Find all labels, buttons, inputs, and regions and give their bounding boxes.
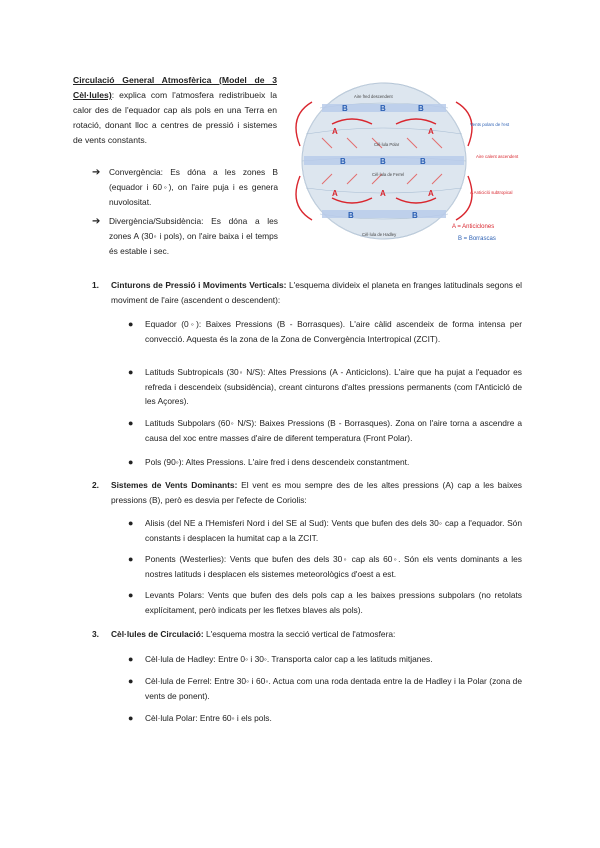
section-3 [92,627,522,642]
bullet-icon: ● [128,554,134,564]
arrow-item-divergence [92,214,278,259]
bullet-equator [128,317,522,346]
right-arrow-icon: ➔ [92,216,101,227]
arrow-item-label: Divergència/Subsidència: Es dóna a les zones A (30◦ i pols), on l'aire baixa i el temps és estable i sec. [109,216,278,256]
bullet-text: Equador (0◦): Baixes Pressions (B - Borrasques). L'aire càlid ascendeix de forma intensa per convecció. Aquesta és la zona de la Zona de Convergència Intertropical (ZCIT). [145,319,522,344]
diagram-label: Cèl·lula de Ferrel [372,172,405,177]
legend-anticyclones: A = Anticiclones [452,224,495,230]
bullet-text: Pols (90◦): Altes Pressions. L'aire fred i dens descendeix constantment. [145,457,410,467]
diagram-legend [452,224,496,242]
bullet-icon: ● [128,590,134,600]
section-heading: Cinturons de Pressió i Moviments Verticals: [111,280,287,290]
section-2 [92,478,522,507]
diagram-label: Vents polars de l'est [470,122,510,127]
low-pressure-label: B [420,157,426,166]
low-pressure-label: B [348,211,354,220]
bullet-icon: ● [128,418,134,428]
diagram-label: Aire fred descendent [354,94,393,99]
low-pressure-label: B [342,104,348,113]
circulation-diagram-svg [292,76,525,246]
legend-borrascas: B = Borrascas [458,236,496,242]
diagram-label: Aire calent ascendent [476,154,519,159]
high-pressure-label: A [380,189,386,198]
section-number: 3. [92,629,99,639]
section-text: L'esquema mostra la secció vertical de l'atmosfera: [203,629,396,639]
high-pressure-label: A [332,127,338,136]
bullet-icon: ● [128,713,134,723]
bullet-icon: ● [128,654,134,664]
high-pressure-label: A [332,189,338,198]
bullet-icon: ● [128,518,134,528]
bullet-text: Cèl·lula de Hadley: Entre 0◦ i 30◦. Transporta calor cap a les latituds mitjanes. [145,654,433,664]
arrow-item-convergence [92,165,278,210]
bullet-text: Cèl·lula Polar: Entre 60◦ i els pols. [145,713,272,723]
bullet-subpolar [128,416,522,445]
circulation-diagram [292,76,525,246]
low-pressure-label: B [412,211,418,220]
intro-text: : explica com l'atmosfera redistribueix la calor des de l'equador cap als pols en una Terra en rotació, donant lloc a centres de pressió i sistemes de vents constants. [73,90,277,145]
bullet-text: Ponents (Westerlies): Vents que bufen des dels 30◦ cap als 60◦. Són els vents dominants a les nostres latituds i desplacen els sistemes meteorològics d'oest a est. [145,554,522,579]
bullet-text: Cèl·lula de Ferrel: Entre 30◦ i 60◦. Actua com una roda dentada entre la de Hadley i la Polar (zona de vents de ponent). [145,676,522,701]
section-heading: Sistemes de Vents Dominants: [111,480,238,490]
intro-title: Circulació General Atmosfèrica (Model de 3 Cèl·lules) [73,75,277,100]
diagram-label: Cèl·lula Polar [374,142,400,147]
bullet-hadley [128,652,522,667]
right-arrow-icon: ➔ [92,167,101,178]
intro-paragraph [73,73,277,148]
bullet-text: Levants Polars: Vents que bufen des dels pols cap a les baixes pressions subpolars (no retolats explícitament, però indicats per les fletxes blaves als pols). [145,590,522,615]
section-heading: Cèl·lules de Circulació: [111,629,204,639]
bullet-text: Alisis (del NE a l'Hemisferi Nord i del SE al Sud): Vents que bufen des dels 30◦ cap a l'equador. Són constants i desplacen la humitat cap a la ZCIT. [145,518,522,543]
bullet-poles [128,455,522,470]
diagram-label: A Anticicló subtropical [470,190,513,195]
bullet-icon: ● [128,457,134,467]
bullet-subtropical [128,365,522,409]
low-pressure-label: B [380,104,386,113]
diagram-side-labels [470,122,519,195]
bullet-ponents [128,552,522,581]
section-1 [92,278,522,307]
bullet-levants [128,588,522,617]
section-number: 2. [92,480,99,490]
bullet-icon: ● [128,319,134,329]
bullet-text: Latituds Subtropicals (30◦ N/S): Altes Pressions (A - Anticiclons). L'aire que ha pujat a l'equador es refreda i descendeix (subsidència), creant cinturons d'altes pressions permanents (com l'Anticicló de les Açores). [145,367,522,407]
low-pressure-label: B [418,104,424,113]
section-text: El vent es mou sempre des de les altes pressions (A) cap a les baixes pressions (B), però es desvia per l'efecte de Coriolis: [111,480,522,505]
section-number: 1. [92,280,99,290]
arrow-item-label: Convergència: Es dóna a les zones B (equador i 60◦), on l'aire puja i es genera nuvolositat. [109,167,278,207]
high-pressure-label: A [428,189,434,198]
bullet-icon: ● [128,367,134,377]
low-pressure-band-south [322,210,446,218]
bullet-icon: ● [128,676,134,686]
bullet-alisis [128,516,522,545]
bullet-text: Latituds Subpolars (60◦ N/S): Baixes Pressions (B - Borrasques). Zona on l'aire torna a ascendre a causa del xoc entre masses d'aire de diferent temperatura (Front Polar). [145,418,522,443]
bullet-polar [128,711,522,726]
bullet-ferrel [128,674,522,703]
low-pressure-label: B [380,157,386,166]
high-pressure-label: A [428,127,434,136]
diagram-label: Cèl·lula de Hadley [362,232,397,237]
low-pressure-label: B [340,157,346,166]
section-text: L'esquema divideix el planeta en franges latitudinals segons el moviment de l'aire (ascendent o descendent): [111,280,522,305]
